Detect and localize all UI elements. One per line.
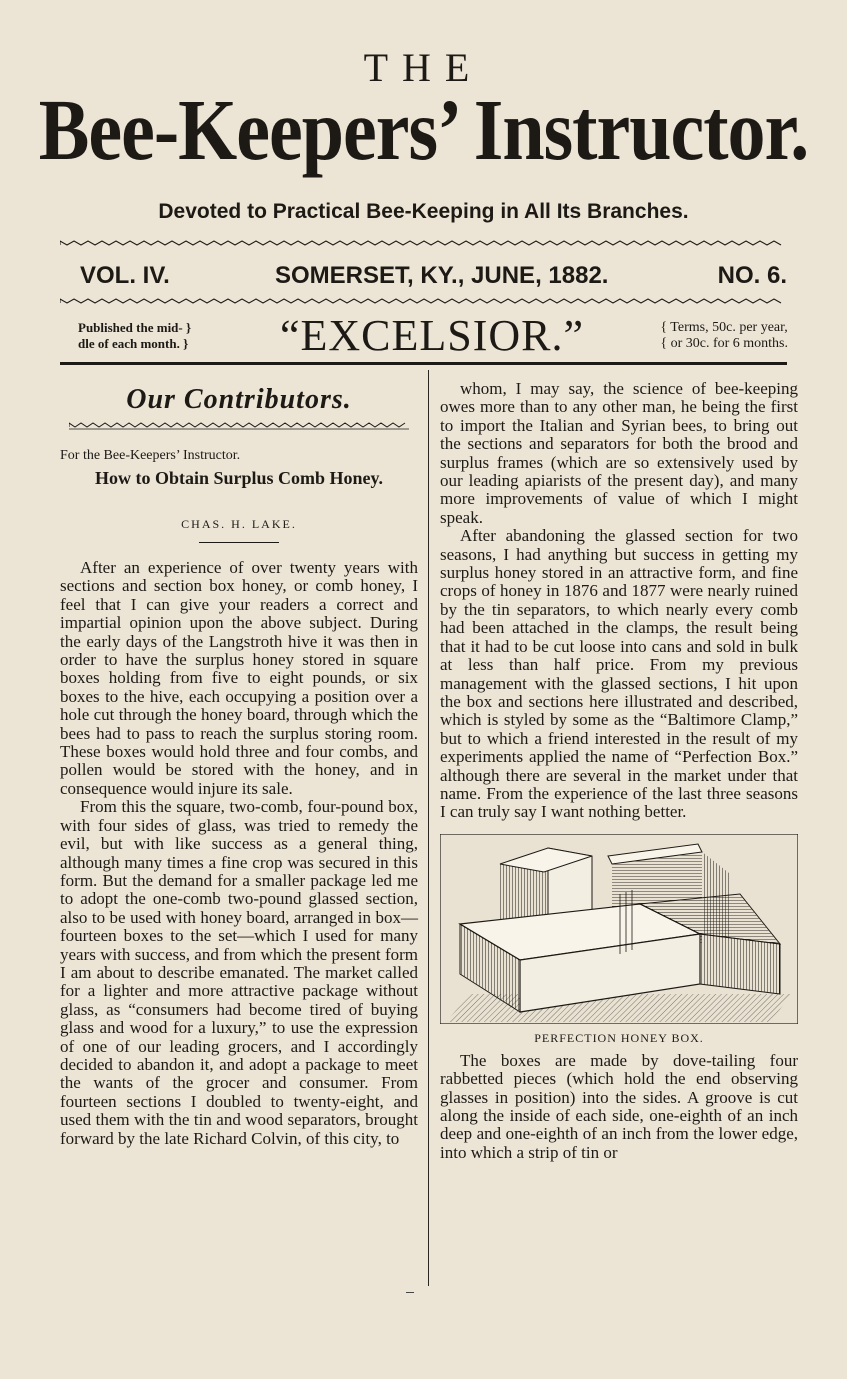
section-wavy-rule (69, 422, 409, 430)
masthead-the: THE (363, 45, 484, 90)
terms-note (660, 320, 788, 352)
paragraph: The boxes are made by dove-tailing four rabbetted pieces (which hold the end observing glasses in position) into the sides. A groove is cut along the inside of each side, one-eighth of an inch deep and one-eighth of an inch from the lower edge, into which a strip of tin or (440, 1050, 798, 1162)
heavy-rule (60, 362, 787, 365)
wavy-rule-bottom (60, 298, 787, 304)
place-date: SOMERSET, KY., JUNE, 1882. (275, 262, 609, 289)
paragraph: After an experience of over twenty years with sections and section box honey, or comb honey, I feel that I can give your readers a correct and impartial opinion upon the above subject. During the early days of the Langstroth hive it was then in order to have the surplus honey stored in square boxes holding from five to eight pounds, or six boxes to the hive, each occupying a position over a hole cut through the honey board, through which the bees had to pass to reach the surplus storing room. These boxes would hold three and four combs, and pollen would be stored with the honey, and in consequence would injure its sale. (60, 558, 418, 798)
paragraph: From this the square, two-comb, four-pound box, with four sides of glass, was tried to remedy the evil, but with like success as a general thing, although many times a fine crop was secured in this form. But the demand for a smaller package led me to adopt the one-comb two-pound glassed section, also to be used with honey board, arranged in box—fourteen boxes to the set—which I used for many years with success, and from which the present form I am about to describe emanated. The market called for a lighter and more attractive package without glass, as “consumers had become tired of buying glass and wood for a luxury,” to use the expression of one of our leading grocers, and I accordingly decided to abandon it, and adopt a package to meet the wants of the grocer and consumer. From fourteen sections I doubled to twenty-eight, and used them with the tin and wood separators, brought forward by the late Richard Colvin, of this city, to (60, 797, 418, 1148)
perfection-honey-box-illustration (440, 834, 798, 1024)
source-line: For the Bee-Keepers’ Instructor. (60, 448, 241, 463)
left-column (60, 372, 418, 1148)
masthead-subtitle: Devoted to Practical Bee-Keeping in All Its Branches. (158, 200, 689, 223)
publication-note-line1: Published the mid- } (78, 320, 192, 335)
paragraph: whom, I may say, the science of bee-keeping owes more than to any other man, he being the first to import the Italian and Syrian bees, to bring out the sections and separators for both the brood and surplus frames (which are so extensively used by our leading apiarists of the present day), and many more improvements of value of which I might speak. (440, 379, 798, 527)
banner-row (72, 311, 792, 360)
publication-note-line2: dle of each month. } (78, 336, 189, 351)
author-rule (199, 542, 279, 543)
paragraph: After abandoning the glassed section for two seasons, I had anything but success in getting my surplus honey stored in an attractive form, and fine crops of honey in 1876 and 1877 were nearly ruined by the tin separators, to which nearly every comb had been attached in the clamps, the result being that it had to be cut loose into cans and sold in bulk at less than half price. From my previous management with the glassed sections, I hit upon the box and sections here illustrated and described, which is styled by some as the “Baltimore Clamp,” but to which a friend interested in the result of my experiments applied the name of “Perfection Box.” although there are several in the market under that name. From the experience of the last three seasons I can truly say I want nothing better. (440, 526, 798, 822)
right-column (440, 372, 798, 1162)
section-heading: Our Contributors. (126, 384, 352, 415)
article-headline: How to Obtain Surplus Comb Honey. (94, 468, 384, 488)
masthead-title: Bee-Keepers’ Instructor. (38, 81, 809, 179)
motto: “EXCELSIOR.” (279, 311, 585, 360)
volume-number: VOL. IV. (80, 262, 170, 289)
article-author: CHAS. H. LAKE. (181, 517, 297, 531)
terms-line2: { or 30c. for 6 months. (660, 336, 788, 351)
wavy-rule-top (60, 240, 787, 246)
figure-caption: PERFECTION HONEY BOX. (534, 1030, 704, 1045)
issue-line (80, 262, 787, 294)
page-end-mark (406, 1292, 414, 1293)
column-rule (428, 370, 429, 1286)
issue-number: NO. 6. (717, 262, 787, 289)
terms-line1: { Terms, 50c. per year, (660, 320, 788, 335)
